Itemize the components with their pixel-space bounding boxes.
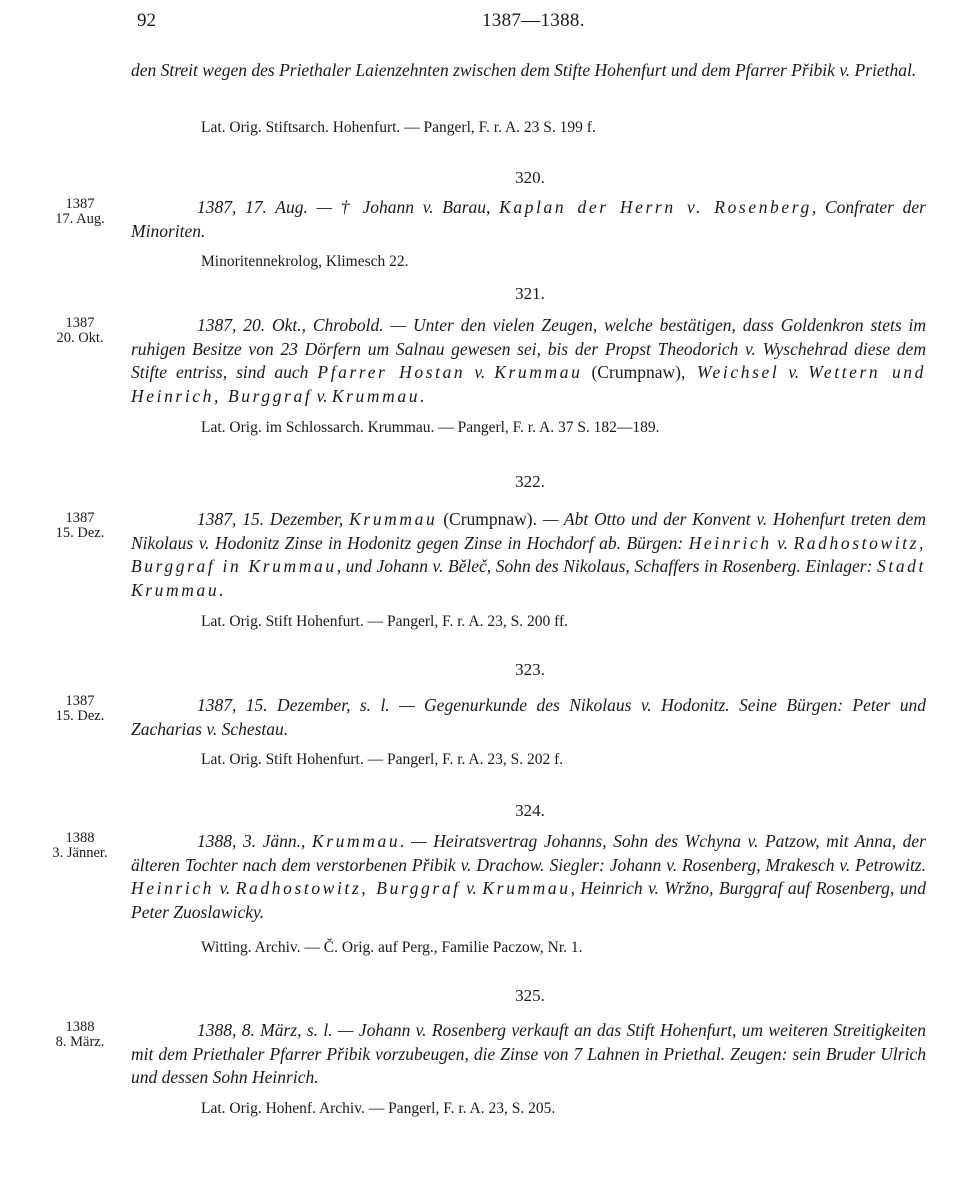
margin-day: 20. Okt. xyxy=(56,330,104,346)
spaced-text-run: Krummau xyxy=(349,509,438,529)
page-number: 92 xyxy=(137,10,156,31)
spaced-text-run: Heinrich xyxy=(131,878,215,898)
text-run: , und Johann v. Běleč, Sohn des Nikolaus, Schaffers in Rosenberg. Einlager: xyxy=(336,556,878,576)
spaced-text-run: Krummau xyxy=(494,362,583,382)
entry-number-322: 322. xyxy=(515,472,545,491)
entry-source-322: Lat. Orig. Stift Hohenfurt. — Pangerl, F. r. A. 23, S. 200 ff. xyxy=(201,613,569,630)
margin-date-320 xyxy=(38,197,122,227)
spaced-text-run: Heinrich xyxy=(688,532,772,553)
text-run: v. xyxy=(465,362,495,382)
entry-text-321 xyxy=(131,314,926,408)
entry-number-321: 321. xyxy=(515,284,545,303)
text-run: 1387, 15. Dezember, xyxy=(197,509,350,529)
margin-day: 15. Dez. xyxy=(55,525,105,541)
text-run: v. xyxy=(779,362,809,382)
text-run: 1387, 17. Aug. — † Johann v. Barau, xyxy=(197,197,500,217)
spaced-text-run: Kaplan der Herrn v. Rosenberg xyxy=(499,197,812,217)
text-run: 1387, 15. Dezember, s. l. — Gegenurkunde des Nikolaus v. Hodonitz. Seine Bürgen: Peter und Zacharias v. Schestau. xyxy=(131,695,926,739)
entry-number-324: 324. xyxy=(515,801,545,820)
margin-date-321 xyxy=(38,316,122,346)
entry-text-320 xyxy=(131,196,926,243)
entry-text-325 xyxy=(131,1019,926,1090)
text-run: 1388, 3. Jänn., xyxy=(197,831,312,851)
text-run: v. xyxy=(312,385,332,406)
margin-year: 1388 xyxy=(65,1019,95,1035)
entry-source-324: Witting. Archiv. — Č. Orig. auf Perg., Familie Paczow, Nr. 1. xyxy=(201,939,583,956)
upright-text-run: (Crumpnaw). xyxy=(437,509,537,529)
spaced-text-run: Radhostowitz, Burggraf in Krummau xyxy=(131,532,927,576)
running-header-years: 1387—1388. xyxy=(482,10,585,31)
upright-text-run: (Crumpnaw), xyxy=(582,362,686,382)
entry-number-325: 325. xyxy=(515,986,545,1005)
text-run: , Confrater der Minoriten. xyxy=(131,197,926,241)
text-run: . xyxy=(420,385,425,406)
margin-day: 3. Jänner. xyxy=(52,845,108,861)
text-run: . xyxy=(219,579,224,600)
spaced-text-run: Radhostowitz, Burggraf xyxy=(235,878,461,898)
text-run: , Heinrich v. Wržno, Burggraf auf Rosenberg, und Peter Zuoslawicky. xyxy=(131,878,927,922)
spaced-text-run: Weichsel xyxy=(685,362,780,382)
margin-day: 17. Aug. xyxy=(55,211,105,227)
intro-paragraph: den Streit wegen des Priethaler Laienzehnten zwischen dem Stifte Hohenfurt und dem Pfarrer Přibik v. Priethal. xyxy=(131,60,917,80)
margin-year: 1388 xyxy=(65,830,95,846)
entry-number-320: 320. xyxy=(515,168,545,187)
text-run: v. xyxy=(214,878,236,898)
spaced-text-run: Krummau xyxy=(331,385,421,406)
spaced-text-run: Pfarrer Hostan xyxy=(317,362,466,382)
entry-text-322 xyxy=(131,508,926,602)
intro-source: Lat. Orig. Stiftsarch. Hohenfurt. — Pangerl, F. r. A. 23 S. 199 f. xyxy=(201,119,596,136)
margin-day: 8. März. xyxy=(55,1034,105,1050)
entry-text-323 xyxy=(131,694,926,741)
entry-source-320: Minoritennekrolog, Klimesch 22. xyxy=(201,253,409,270)
text-run: v. xyxy=(460,878,483,898)
margin-day: 15. Dez. xyxy=(55,708,105,724)
margin-date-323 xyxy=(38,694,122,724)
text-run: v. xyxy=(771,532,794,553)
spaced-text-run: Krummau xyxy=(482,878,571,898)
entry-source-323: Lat. Orig. Stift Hohenfurt. — Pangerl, F. r. A. 23, S. 202 f. xyxy=(201,751,564,768)
spaced-text-run: Krummau xyxy=(311,831,401,851)
text-run: — Abt Otto und der Konvent v. Hohenfurt treten dem Nikolaus v. Hodonitz Zinse in Hodonitz gegen Zinse in Hochdorf ab. Bürgen: xyxy=(131,509,926,553)
margin-date-324 xyxy=(38,831,122,861)
entry-source-321: Lat. Orig. im Schlossarch. Krummau. — Pangerl, F. r. A. 37 S. 182—189. xyxy=(201,419,660,436)
entry-text-324 xyxy=(131,830,926,924)
margin-date-322 xyxy=(38,511,122,541)
margin-year: 1387 xyxy=(65,196,95,212)
margin-year: 1387 xyxy=(65,693,95,709)
entry-number-323: 323. xyxy=(515,660,545,679)
margin-year: 1387 xyxy=(65,510,95,526)
margin-year: 1387 xyxy=(65,315,95,331)
margin-date-325 xyxy=(38,1020,122,1050)
text-run: 1387, 20. Okt., Chrobold. — Unter den vielen Zeugen, welche bestätigen, dass Goldenkron stets im ruhigen Besitze von 23 Dörfern um Salnau gewesen sei, bis der Propst Theodorich v. Wyschehrad diese dem Stifte entriss, sind auch xyxy=(131,315,926,382)
spaced-text-run: Wettern und Heinrich, Burggraf xyxy=(131,362,926,406)
entry-source-325: Lat. Orig. Hohenf. Archiv. — Pangerl, F. r. A. 23, S. 205. xyxy=(201,1100,556,1117)
text-run: . — Heiratsvertrag Johanns, Sohn des Wchyna v. Patzow, mit Anna, der älteren Tochter nach dem verstorbenen Přibik v. Drachow. Siegler: Johann v. Rosenberg, Mrakesch v. Petrowitz. xyxy=(131,831,926,875)
spaced-text-run: Stadt Krummau xyxy=(131,556,926,600)
text-run: 1388, 8. März, s. l. — Johann v. Rosenberg verkauft an das Stift Hohenfurt, um weiteren Streitigkeiten mit dem Priethaler Pfarrer Přibik vorzubeugen, die Zinse von 7 Lahnen in Priethal. Zeugen: sein Bruder Ulrich und dessen Sohn Heinrich. xyxy=(131,1020,926,1087)
